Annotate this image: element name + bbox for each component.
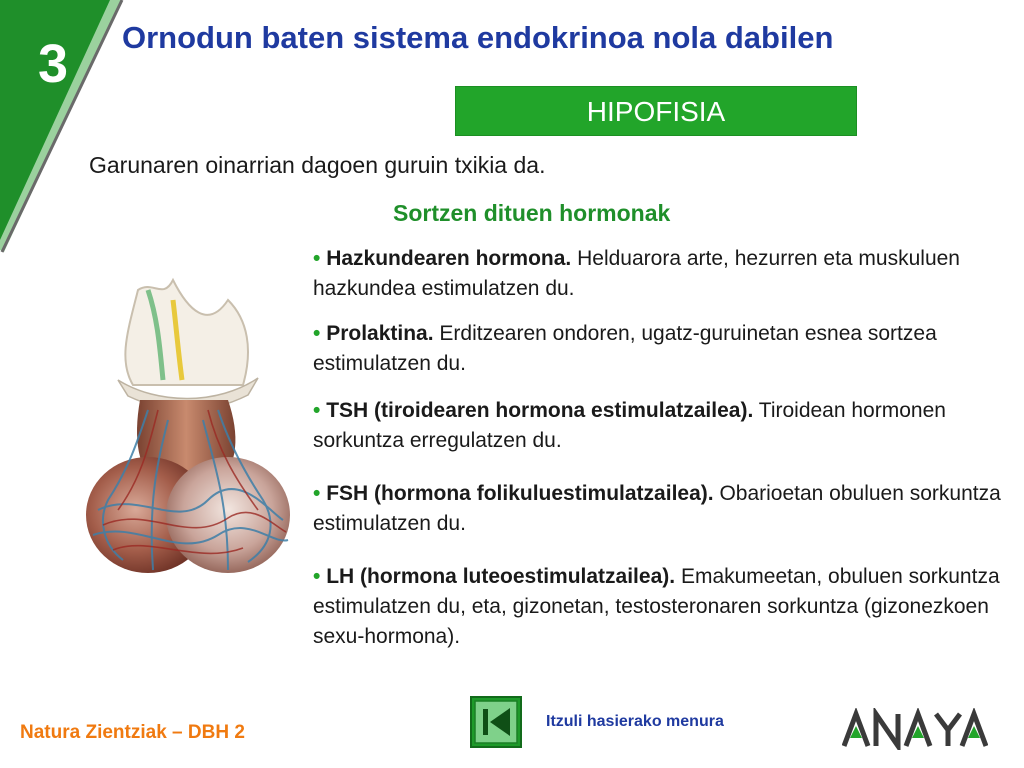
anaya-logo [842,708,988,750]
intro-text: Garunaren oinarrian dagoen guruin txikia da. [89,152,546,178]
hormone-description: Obarioetan obuluen sorkuntza estimulatzen du. [313,482,1001,535]
bullet: • [313,399,321,422]
back-to-start-button[interactable] [470,696,522,748]
bullet: • [313,247,321,270]
bullet: • [313,565,321,588]
hormone-name: Prolaktina. [326,322,434,345]
hormones-subheading: Sortzen dituen hormonak [393,200,671,226]
hormone-name: LH (hormona luteoestimulatzailea). [326,565,676,588]
hormone-item-lh [313,562,1003,652]
back-to-start-icon [470,696,522,748]
hormone-name: TSH (tiroidearen hormona estimulatzailea). [326,399,754,422]
hormone-item-prolactin [313,319,1003,379]
bullet: • [313,482,321,505]
back-to-menu-link[interactable]: Itzuli hasierako menura [546,713,724,730]
hormone-name: Hazkundearen hormona. [326,247,572,270]
hormone-item-growth [313,244,1003,304]
footer-subject: Natura Zientziak – DBH 2 [20,722,245,743]
pituitary-gland-illustration [78,270,298,580]
page-title: Ornodun baten sistema endokrinoa nola dabilen [122,20,834,55]
hormone-name: FSH (hormona folikuluestimulatzailea). [326,482,714,505]
hormone-item-tsh [313,396,1003,456]
hormone-description: Erditzearen ondoren, ugatz-guruinetan esnea sortzea estimulatzen du. [313,322,937,375]
hormone-description: Tiroidean hormonen sorkuntza erregulatzen du. [313,399,946,452]
hormone-description: Emakumeetan, obuluen sorkuntza estimulatzen du, eta, gizonetan, testosteronaren sorkuntza (gizonezkoen sexu-hormona). [313,565,1000,648]
hormone-description: Helduarora arte, hezurren eta muskuluen hazkundea estimulatzen du. [313,247,960,300]
unit-number: 3 [37,34,69,94]
bullet: • [313,322,321,345]
section-label: HIPOFISIA [455,86,857,136]
hormone-item-fsh [313,479,1003,539]
